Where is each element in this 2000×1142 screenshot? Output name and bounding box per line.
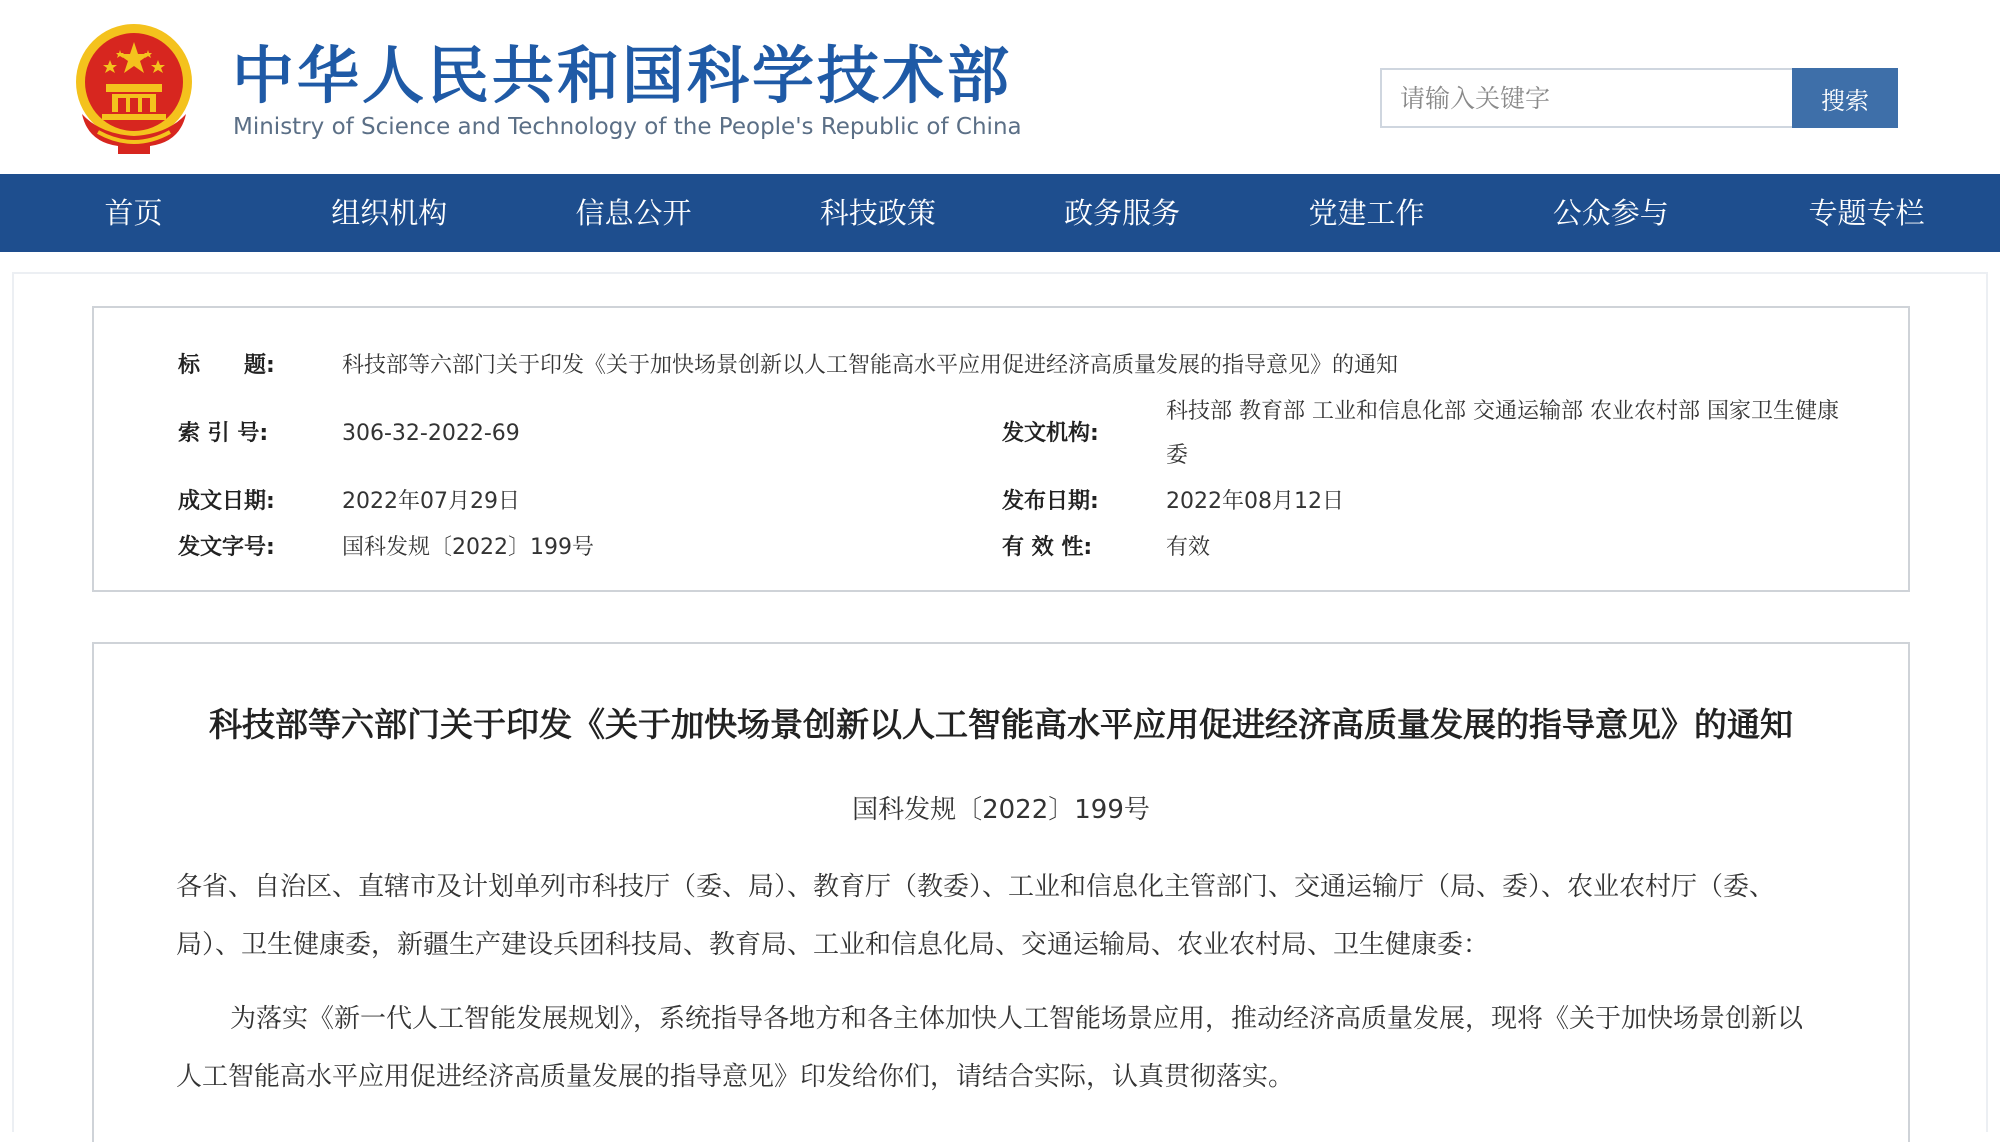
site-subtitle-en: Ministry of Science and Technology of the People's Republic of China xyxy=(233,114,1022,140)
meta-doc-number-value: 国科发规〔2022〕199号 xyxy=(342,535,594,560)
meta-title-label: 标 题: xyxy=(178,353,275,378)
site-title[interactable]: 中华人民共和国科学技术部 xyxy=(232,39,1013,112)
article-body-paragraph: 为落实《新一代人工智能发展规划》，系统指导各地方和各主体加快人工智能场景应用，推动经济高质量发展，现将《关于加快场景创新以人工智能高水平应用促进经济高质量发展的指导意见》印发给你们，请结合实际，认真贯彻落实。 xyxy=(176,1004,1804,1092)
meta-validity-value: 有效 xyxy=(1166,535,1211,560)
meta-written-date-value: 2022年07月29日 xyxy=(342,489,520,514)
meta-published-date-value: 2022年08月12日 xyxy=(1166,489,1344,514)
meta-written-date-label: 成文日期: xyxy=(178,489,275,514)
site-header xyxy=(0,0,2000,174)
meta-index-value: 306-32-2022-69 xyxy=(342,421,520,446)
article-salutation: 各省、自治区、直辖市及计划单列市科技厅（委、局）、教育厅（教委）、工业和信息化主管部门、交通运输厅（局、委）、农业农村厅（委、局）、卫生健康委，新疆生产建设兵团科技局、教育局、工业和信息化局、交通运输局、农业农村局、卫生健康委： xyxy=(176,872,1776,960)
article-doc-number: 国科发规〔2022〕199号 xyxy=(852,795,1150,825)
meta-doc-number-label: 发文字号: xyxy=(178,535,275,560)
nav-item-party-building[interactable]: 党建工作 xyxy=(1308,196,1425,230)
meta-issuer-label: 发文机构: xyxy=(1002,421,1099,446)
document-metadata-box xyxy=(92,306,1910,592)
meta-index-label: 索 引 号: xyxy=(178,421,269,446)
nav-item-info-disclosure[interactable]: 信息公开 xyxy=(575,196,692,230)
meta-title-value: 科技部等六部门关于印发《关于加快场景创新以人工智能高水平应用促进经济高质量发展的指导意见》的通知 xyxy=(342,353,1399,378)
national-emblem-icon[interactable] xyxy=(68,22,200,156)
nav-item-gov-services[interactable]: 政务服务 xyxy=(1064,196,1181,230)
search-button[interactable]: 搜索 xyxy=(1792,68,1898,128)
main-nav xyxy=(0,174,2000,252)
article-title: 科技部等六部门关于印发《关于加快场景创新以人工智能高水平应用促进经济高质量发展的指导意见》的通知 xyxy=(209,705,1793,744)
meta-issuer-value: 科技部 教育部 工业和信息化部 交通运输部 农业农村部 国家卫生健康委 xyxy=(1166,399,1839,468)
nav-item-special-topics[interactable]: 专题专栏 xyxy=(1808,196,1925,230)
search-input[interactable] xyxy=(1380,68,1792,128)
nav-item-home[interactable]: 首页 xyxy=(104,196,163,230)
meta-validity-label: 有 效 性: xyxy=(1002,535,1093,560)
meta-published-date-label: 发布日期: xyxy=(1002,489,1099,514)
nav-item-public-participation[interactable]: 公众参与 xyxy=(1552,196,1669,230)
nav-item-organization[interactable]: 组织机构 xyxy=(331,196,448,230)
nav-item-tech-policy[interactable]: 科技政策 xyxy=(819,196,936,230)
